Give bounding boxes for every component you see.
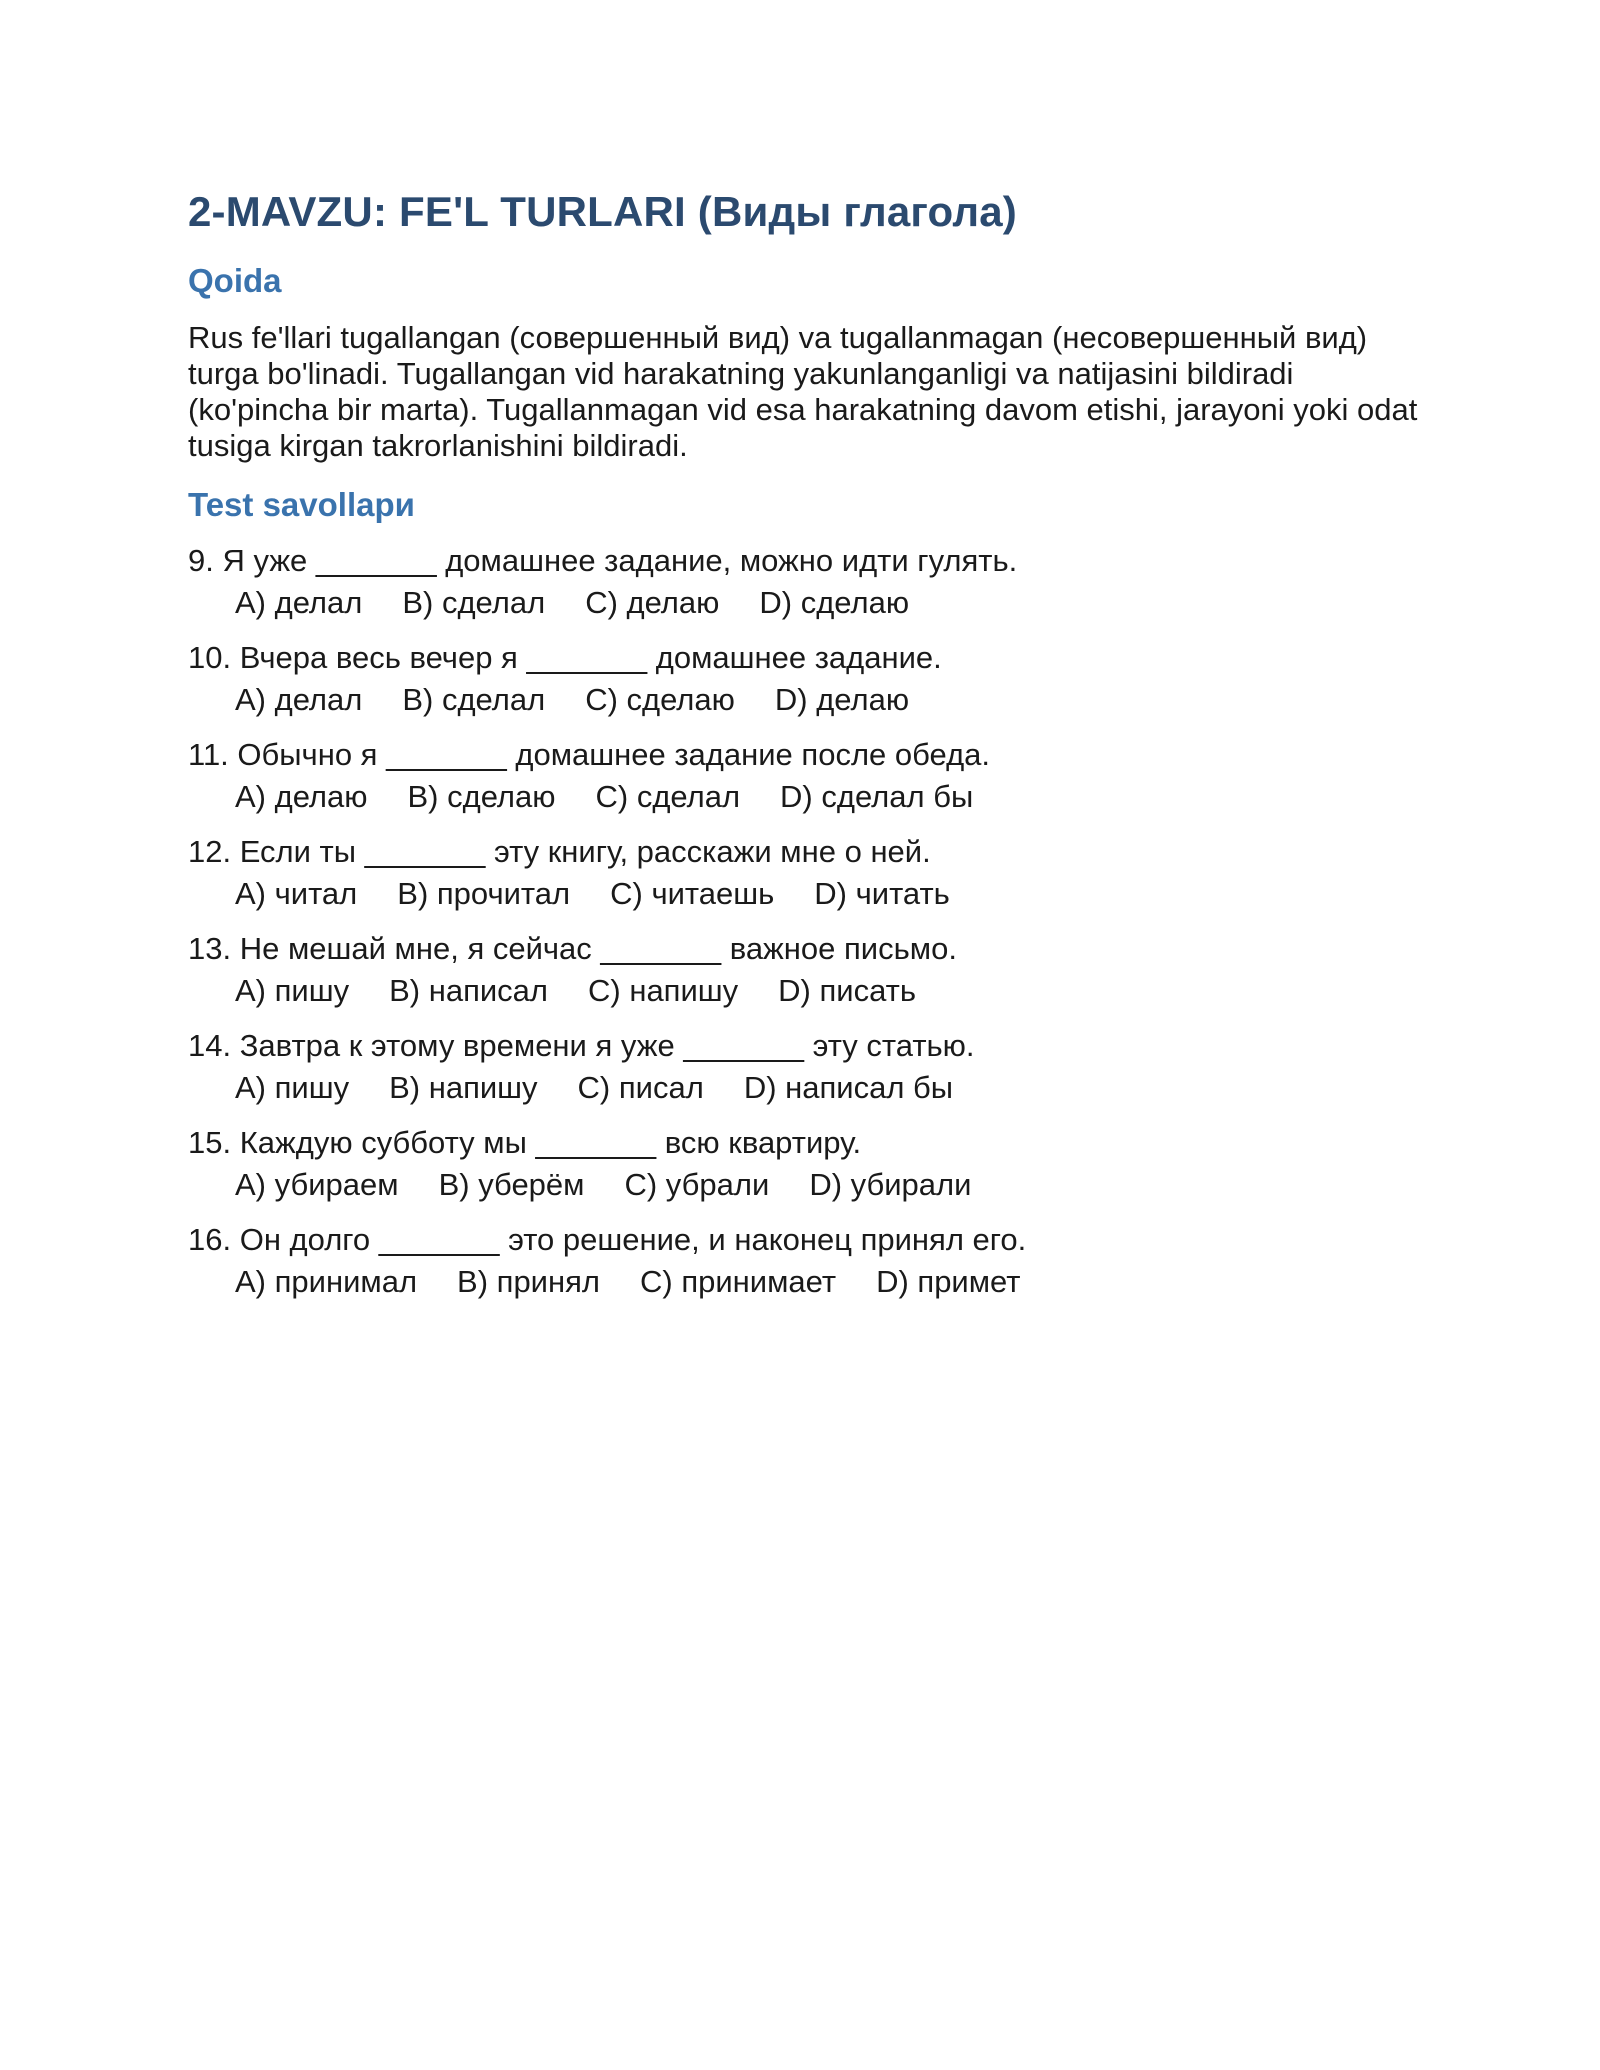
question-item <box>188 928 1428 1012</box>
answer-option-d: D) примет <box>876 1264 1021 1299</box>
question-item <box>188 1219 1428 1303</box>
answer-option-a: A) делал <box>235 585 363 620</box>
question-item <box>188 734 1428 818</box>
question-text: 15. Каждую субботу мы _______ всю квартиру. <box>188 1125 862 1160</box>
answer-option-b: B) написал <box>389 973 548 1008</box>
answer-option-c: C) читаешь <box>610 876 775 911</box>
answer-option-c: C) сделал <box>595 779 741 814</box>
answer-option-c: C) принимает <box>640 1264 837 1299</box>
answer-option-a: A) читал <box>235 876 358 911</box>
answer-option-a: A) пишу <box>235 1070 350 1105</box>
test-heading: Test savollари <box>188 486 415 523</box>
answer-option-a: A) пишу <box>235 973 350 1008</box>
answer-option-a: A) делал <box>235 682 363 717</box>
answer-option-b: B) уберём <box>438 1167 585 1202</box>
question-item <box>188 831 1428 915</box>
answer-option-c: C) напишу <box>588 973 739 1008</box>
answer-option-a: A) делаю <box>235 779 368 814</box>
rule-paragraph: Rus fe'llari tugallangan (совершенный вид) va tugallanmagan (несовершенный вид) turga bo'linadi. Tugallangan vid harakatning yakunlanganligi va natijasini bildiradi (ko'pincha bir marta). Tugallanmagan vid esa harakatning davom etishi, jarayoni yoki odat tusiga kirgan takrorlanishini bildiradi. <box>188 320 1418 463</box>
answer-option-c: C) сделаю <box>585 682 735 717</box>
question-item <box>188 540 1428 624</box>
answer-option-c: C) писал <box>577 1070 704 1105</box>
document-page <box>188 186 1428 1303</box>
question-text: 13. Не мешай мне, я сейчас _______ важное письмо. <box>188 931 957 966</box>
question-item <box>188 1025 1428 1109</box>
answer-option-c: C) убрали <box>624 1167 770 1202</box>
answer-option-b: B) сделаю <box>407 779 556 814</box>
answer-option-a: A) убираем <box>235 1167 399 1202</box>
answer-options <box>188 679 1428 721</box>
question-text: 9. Я уже _______ домашнее задание, можно идти гулять. <box>188 543 1018 578</box>
rule-heading: Qoida <box>188 262 282 299</box>
answer-option-d: D) читать <box>814 876 950 911</box>
answer-options <box>188 582 1428 624</box>
question-text: 11. Обычно я _______ домашнее задание после обеда. <box>188 737 991 772</box>
answer-option-b: B) сделал <box>402 585 546 620</box>
answer-options <box>188 970 1428 1012</box>
question-text: 16. Он долго _______ это решение, и наконец принял его. <box>188 1222 1027 1257</box>
answer-option-d: D) делаю <box>774 682 910 717</box>
answer-option-b: B) напишу <box>389 1070 538 1105</box>
question-item <box>188 1122 1428 1206</box>
answer-option-c: C) делаю <box>585 585 720 620</box>
answer-option-d: D) убирали <box>809 1167 972 1202</box>
answer-option-a: A) принимал <box>235 1264 418 1299</box>
answer-options <box>188 1164 1428 1206</box>
answer-option-d: D) писать <box>778 973 916 1008</box>
answer-options <box>188 1067 1428 1109</box>
answer-option-b: B) прочитал <box>397 876 571 911</box>
answer-option-b: B) сделал <box>402 682 546 717</box>
answer-options <box>188 1261 1428 1303</box>
answer-option-d: D) написал бы <box>743 1070 954 1105</box>
question-text: 14. Завтра к этому времени я уже _______ эту статью. <box>188 1028 975 1063</box>
answer-options <box>188 873 1428 915</box>
question-text: 12. Если ты _______ эту книгу, расскажи мне о ней. <box>188 834 931 869</box>
answer-option-b: B) принял <box>457 1264 600 1299</box>
answer-option-d: D) сделал бы <box>780 779 974 814</box>
question-text: 10. Вчера весь вечер я _______ домашнее задание. <box>188 640 942 675</box>
answer-option-d: D) сделаю <box>759 585 910 620</box>
page-title: 2-MAVZU: FE'L TURLARI (Виды глагола) <box>188 188 1017 235</box>
question-item <box>188 637 1428 721</box>
question-list <box>188 540 1428 1303</box>
answer-options <box>188 776 1428 818</box>
